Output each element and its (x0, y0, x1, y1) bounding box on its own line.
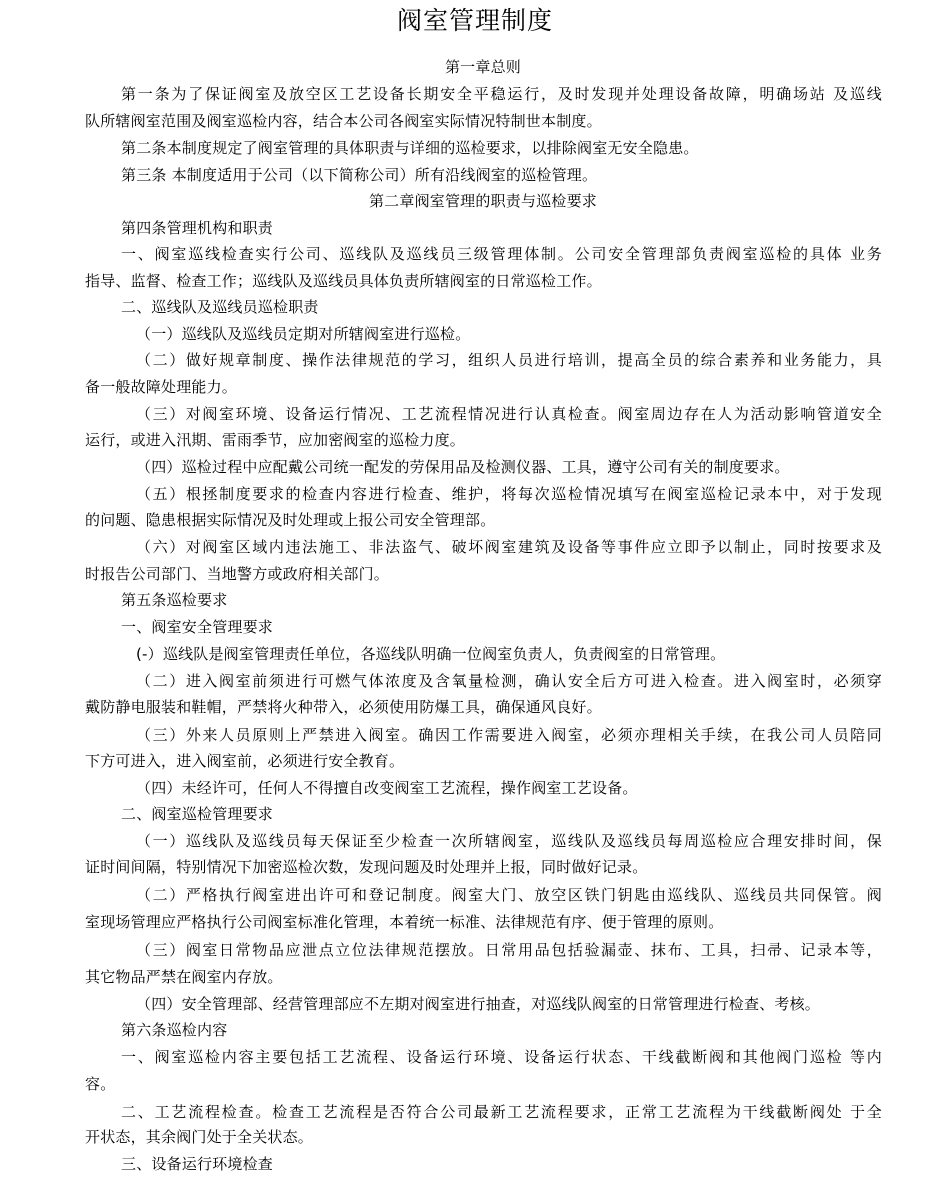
chapter-1-heading: 第一章总则 (444, 58, 521, 76)
section-heading: 二、阀室巡检管理要求 (121, 805, 274, 823)
section-heading: 一、阀室安全管理要求 (121, 618, 274, 636)
paragraph-line: （三）外来人员原则上严禁进入阀室。确因工作需要进入阀室，必须亦理相关手续，在我公司人员陪同 (136, 726, 882, 744)
paragraph-line: （二）进入阀室前须进行可燃气体浓度及含氧量检测，确认安全后方可进入检查。进入阀室时，必须穿 (136, 672, 882, 690)
section-heading: 二、巡线队及巡线员巡检职责 (121, 298, 319, 316)
paragraph-line: （三）阀室日常物品应泄点立位法律规范摆放。日常用品包括验漏壶、抹布、工具，扫帚、记录本等， (136, 941, 882, 959)
paragraph-line: 证时间间隔，特别情况下加密巡检次数，发现问题及时处理并上报，同时做好记录。 (85, 858, 648, 876)
paragraph-line: （二）严格执行阀室进出许可和登记制度。阀室大门、放空区铁门钥匙由巡线队、巡线员共同保管。阀 (136, 886, 882, 904)
paragraph-line: （四）巡检过程中应配戴公司统一配发的劳保用品及检测仪器、工具，遵守公司有关的制度要求。 (136, 458, 790, 476)
article-heading: 第五条巡检要求 (121, 591, 228, 609)
paragraph-line: 时报告公司部门、当地警方或政府相关部门。 (85, 565, 390, 583)
paragraph-line: 备一般故障处理能力。 (85, 378, 238, 396)
paragraph-line: 的问题、隐患根据实际情况及时处理或上报公司安全管理部。 (85, 511, 496, 529)
paragraph-line: 戴防静电服装和鞋帽，严禁将火种带入，必须使用防爆工具，确保通风良好。 (85, 698, 602, 716)
paragraph-line: （二）做好规章制度、操作法律规范的学习，组织人员进行培训，提高全员的综合素养和业务能力，具 (136, 351, 882, 369)
paragraph-line: (-）巡线队是阀室管理责任单位，各巡线队明确一位阀室负责人，负责阀室的日常管理。 (136, 645, 726, 663)
paragraph-line: 运行，或进入汛期、雷雨季节，应加密阀室的巡检力度。 (85, 431, 466, 449)
paragraph-line: 指导、监督、检查工作；巡线队及巡线员具体负责所辖阀室的日常巡检工作。 (85, 272, 602, 290)
paragraph-line: 容。 (85, 1075, 116, 1093)
paragraph-line: （四）未经许可，任何人不得擅自改变阀室工艺流程，操作阀室工艺设备。 (136, 779, 638, 797)
paragraph-line: 其它物品严禁在阀室内存放。 (85, 968, 283, 986)
article-heading: 第四条管理机构和职责 (121, 219, 274, 237)
paragraph-line: （五）根拯制度要求的检查内容进行检查、维护，将每次巡检情况填写在阀室巡检记录本中，对于发现 (136, 485, 882, 503)
paragraph-line: 二、工艺流程检查。检查工艺流程是否符合公司最新工艺流程要求，正常工艺流程为干线截断阀处 于全 (121, 1103, 882, 1121)
paragraph-line: 一、阀室巡检内容主要包括工艺流程、设备运行环境、设备运行状态、干线截断阀和其他阀门巡检 等内 (121, 1048, 882, 1066)
page-title: 阀室管理制度 (396, 6, 553, 35)
paragraph-line: 开状态，其余阀门处于全关状态。 (85, 1128, 314, 1146)
article-heading: 第六条巡检内容 (121, 1021, 228, 1039)
chapter-2-heading: 第二章阀室管理的职责与巡检要求 (368, 192, 597, 210)
paragraph-line: 下方可进入，进入阀室前，必须进行安全教育。 (85, 752, 405, 770)
paragraph-line: 室现场管理应严格执行公司阀室标准化管理，本着统一标准、法律规范有序、便于管理的原则。 (85, 913, 724, 931)
paragraph-line: （一）巡线队及巡线员每天保证至少检查一次所辖阀室，巡线队及巡线员每周巡检应合理安排时间，保 (136, 832, 882, 850)
paragraph-line: （四）安全管理部、经营管理部应不左期对阀室进行抽查，对巡线队阀室的日常管理进行检查、考核。 (136, 995, 821, 1013)
paragraph-line: 第二条本制度规定了阀室管理的具体职责与详细的巡检要求，以排除阀室无安全隐患。 (121, 139, 699, 157)
paragraph-line: 一、阀室巡线检查实行公司、巡线队及巡线员三级管理体制。公司安全管理部负责阀室巡检的具体 业务 (121, 245, 882, 263)
paragraph-line: （六）对阀室区域内违法施工、非法盗气、破坏阀室建筑及设备等事件应立即予以制止，同时按要求及 (136, 538, 882, 556)
paragraph-line: 队所辖阀室范围及阀室巡检内容，结合本公司各阀室实际情况特制世本制度。 (85, 112, 602, 130)
section-heading: 三、设备运行环境检查 (121, 1155, 274, 1173)
paragraph-line: 第三条 本制度适用于公司（以下简称公司）所有沿线阀室的巡检管理。 (121, 166, 598, 184)
paragraph-line: （一）巡线队及巡线员定期对所辖阀室进行巡检。 (136, 325, 471, 343)
paragraph-line: （三）对阀室环境、设备运行情况、工艺流程情况进行认真检查。阀室周边存在人为活动影响管道安全 (136, 405, 882, 423)
paragraph-line: 第一条为了保证阀室及放空区工艺设备长期安全平稳运行，及时发现并处理设备故障，明确场站 及巡线 (121, 85, 882, 103)
